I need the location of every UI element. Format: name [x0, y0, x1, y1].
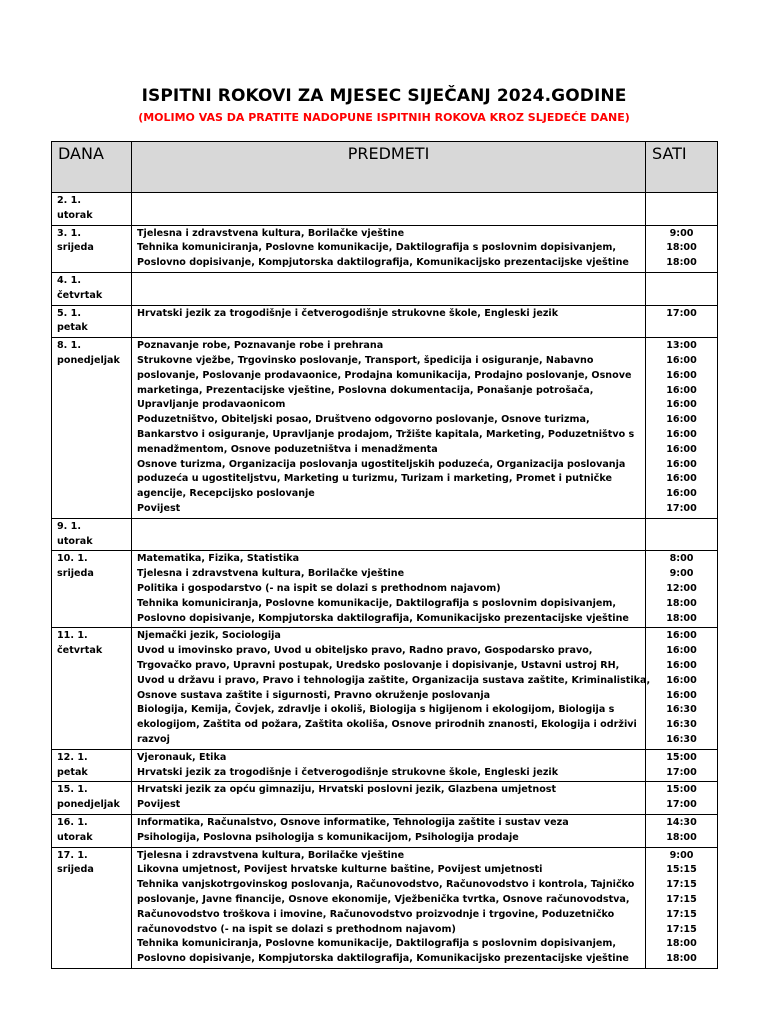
exam-time: 16:00	[666, 674, 697, 686]
table-row	[52, 272, 718, 305]
table-row	[52, 628, 718, 749]
day-cell	[52, 749, 132, 782]
exam-time: 17:15	[666, 923, 697, 935]
subjects-cell	[132, 551, 646, 628]
day-weekday: četvrtak	[57, 645, 103, 657]
day-date: 16. 1.	[57, 816, 88, 828]
day-date: 12. 1.	[57, 751, 88, 763]
subject-line: Njemački jezik, Sociologija	[137, 630, 281, 642]
subject-line: Upravljanje prodavaonicom	[137, 399, 286, 411]
time-cell	[646, 749, 718, 782]
subjects-cell	[132, 338, 646, 519]
day-cell	[52, 272, 132, 305]
subject-line: Tjelesna i zdravstvena kultura, Borilačke vještine	[137, 849, 405, 861]
subjects-cell	[132, 272, 646, 305]
day-weekday: četvrtak	[57, 289, 103, 301]
subjects-cell	[132, 814, 646, 847]
subject-line: Informatika, Računalstvo, Osnove informatike, Tehnologija zaštite i sustav veza	[137, 816, 569, 828]
subjects-cell	[132, 518, 646, 551]
time-cell	[646, 272, 718, 305]
subject-line: Osnove sustava zaštite i sigurnosti, Pravno okruženje poslovanja	[137, 689, 491, 701]
exam-time: 17:00	[666, 766, 697, 778]
exam-time: 18:00	[666, 597, 697, 609]
day-cell	[52, 847, 132, 968]
exam-time: 16:30	[666, 704, 697, 716]
subject-line: Povijest	[137, 799, 181, 811]
subject-line: Osnove turizma, Organizacija poslovanja ugostiteljskih poduzeća, Organizacija poslovanja	[137, 458, 626, 470]
day-weekday: petak	[57, 322, 88, 334]
subject-line: Strukovne vježbe, Trgovinsko poslovanje, Transport, špedicija i osiguranje, Nabavno	[137, 354, 594, 366]
subject-line: Likovna umjetnost, Povijest hrvatske kulturne baštine, Povijest umjetnosti	[137, 864, 543, 876]
day-cell	[52, 305, 132, 338]
exam-time: 17:15	[666, 908, 697, 920]
day-weekday: utorak	[57, 831, 93, 843]
time-cell	[646, 782, 718, 815]
subject-line: računovodstvo (- na ispit se dolazi s prethodnom najavom)	[137, 923, 456, 935]
day-date: 2. 1.	[57, 195, 81, 206]
exam-time: 16:00	[666, 473, 697, 485]
exam-time: 17:00	[666, 502, 697, 514]
exam-time: 16:00	[666, 399, 697, 411]
exam-time: 18:00	[666, 612, 697, 624]
exam-time: 16:00	[666, 630, 697, 642]
day-weekday: petak	[57, 766, 88, 778]
time-cell	[646, 518, 718, 551]
subject-line: Tehnika komuniciranja, Poslovne komunikacije, Daktilografija s poslovnim dopisivanjem,	[137, 597, 617, 609]
day-weekday: utorak	[57, 535, 93, 547]
exam-time: 15:00	[666, 751, 697, 763]
table-header-row	[52, 142, 718, 193]
time-cell	[646, 847, 718, 968]
subjects-cell	[132, 225, 646, 272]
exam-time: 9:00	[669, 227, 694, 239]
subjects-cell	[132, 847, 646, 968]
day-cell	[52, 518, 132, 551]
day-date: 4. 1.	[57, 274, 81, 286]
day-cell	[52, 338, 132, 519]
subject-line: Biologija, Kemija, Čovjek, zdravlje i okoliš, Biologija s higijenom i ekologijom, Biologija s	[137, 704, 615, 716]
time-cell	[646, 225, 718, 272]
subject-line: Uvod u državu i pravo, Pravo i tehnologija zaštite, Organizacija sustava zaštite, Kriminalistika,	[137, 674, 651, 686]
subject-line: poslovanje, Poslovanje prodavaonice, Prodajna komunikacija, Prodajno poslovanje, Osnove	[137, 369, 632, 381]
day-date: 11. 1.	[57, 630, 88, 642]
subject-line: Tjelesna i zdravstvena kultura, Borilačke vještine	[137, 568, 405, 580]
time-cell	[646, 814, 718, 847]
day-weekday: ponedjeljak	[57, 799, 120, 811]
exam-time: 9:00	[669, 568, 694, 580]
day-weekday: srijeda	[57, 864, 94, 876]
time-cell	[646, 338, 718, 519]
subject-line: marketinga, Prezentacijske vještine, Poslovna dokumentacija, Ponašanje potrošača,	[137, 384, 594, 396]
exam-time: 8:00	[669, 553, 694, 565]
table-row	[52, 338, 718, 519]
exam-time: 17:00	[666, 307, 697, 319]
day-cell	[52, 628, 132, 749]
exam-time: 16:00	[666, 384, 697, 396]
subject-line: Tehnika komuniciranja, Poslovne komunikacije, Daktilografija s poslovnim dopisivanjem,	[137, 242, 617, 254]
subject-line: ekologijom, Zaštita od požara, Zaštita okoliša, Osnove prirodnih znanosti, Ekologija i održivi	[137, 719, 637, 731]
table-row	[52, 814, 718, 847]
exam-time: 13:00	[666, 340, 697, 352]
subject-line: Vjeronauk, Etika	[137, 751, 227, 763]
exam-time: 17:00	[666, 799, 697, 811]
exam-time: 18:00	[666, 242, 697, 254]
time-cell	[646, 551, 718, 628]
time-cell	[646, 193, 718, 226]
exam-time: 12:00	[666, 582, 697, 594]
table-row	[52, 749, 718, 782]
subjects-cell	[132, 305, 646, 338]
exam-time: 16:00	[666, 414, 697, 426]
subject-line: Računovodstvo troškova i imovine, Računovodstvo proizvodnje i trgovine, Poduzetničko	[137, 908, 615, 920]
day-weekday: ponedjeljak	[57, 354, 120, 366]
subject-line: Povijest	[137, 502, 181, 514]
exam-time: 16:00	[666, 443, 697, 455]
subject-line: Tehnika vanjskotrgovinskog poslovanja, Računovodstvo, Računovodstvo i kontrola, Tajničko	[137, 879, 635, 891]
day-weekday: srijeda	[57, 242, 94, 254]
table-row	[52, 782, 718, 815]
subjects-cell	[132, 749, 646, 782]
exam-time: 16:00	[666, 645, 697, 657]
time-cell	[646, 628, 718, 749]
day-date: 10. 1.	[57, 553, 88, 565]
exam-time: 16:00	[666, 354, 697, 366]
exam-time: 14:30	[666, 816, 697, 828]
table-row	[52, 305, 718, 338]
subject-line: poslovanje, Javne financije, Osnove ekonomije, Vježbenička tvrtka, Osnove računovodstva,	[137, 893, 630, 905]
day-date: 17. 1.	[57, 849, 88, 861]
day-cell	[52, 814, 132, 847]
exam-time: 16:00	[666, 369, 697, 381]
subject-line: Uvod u imovinsko pravo, Uvod u obiteljsko pravo, Radno pravo, Gospodarsko pravo,	[137, 645, 593, 657]
subject-line: Poslovno dopisivanje, Kompjutorska daktilografija, Komunikacijsko prezentacijske vještine	[137, 257, 629, 269]
table-body	[52, 193, 718, 969]
subject-line: Hrvatski jezik za trogodišnje i četverogodišnje strukovne škole, Engleski jezik	[137, 307, 559, 319]
exam-time: 15:00	[666, 784, 697, 796]
exam-time: 16:00	[666, 458, 697, 470]
exam-time: 18:00	[666, 257, 697, 269]
header-time: SATI	[646, 142, 718, 193]
page-title: ISPITNI ROKOVI ZA MJESEC SIJEČANJ 2024.GODINE	[141, 86, 627, 106]
subject-line: Politika i gospodarstvo (- na ispit se dolazi s prethodnom najavom)	[137, 582, 501, 594]
exam-time: 16:30	[666, 733, 697, 745]
subjects-cell	[132, 628, 651, 749]
subjects-cell	[132, 193, 646, 226]
day-cell	[52, 782, 132, 815]
day-cell	[52, 551, 132, 628]
subject-line: Matematika, Fizika, Statistika	[137, 553, 300, 565]
subject-line: Hrvatski jezik za opću gimnaziju, Hrvatski poslovni jezik, Glazbena umjetnost	[137, 784, 557, 796]
table-row	[52, 225, 718, 272]
exam-time: 16:00	[666, 659, 697, 671]
subject-line: Trgovačko pravo, Upravni postupak, Uredsko poslovanje i dopisivanje, Ustavni ustroj RH,	[137, 659, 620, 671]
exam-time: 16:00	[666, 689, 697, 701]
exam-time: 15:15	[666, 864, 697, 876]
day-date: 8. 1.	[57, 340, 81, 352]
day-date: 5. 1.	[57, 307, 81, 319]
day-date: 9. 1.	[57, 520, 81, 532]
exam-time: 9:00	[669, 849, 694, 861]
subject-line: Poznavanje robe, Poznavanje robe i prehrana	[137, 340, 384, 352]
exam-time: 16:30	[666, 719, 697, 731]
subject-line: Tehnika komuniciranja, Poslovne komunikacije, Daktilografija s poslovnim dopisivanjem,	[137, 938, 617, 950]
subjects-cell	[132, 782, 646, 815]
subject-line: poduzeća u ugostiteljstvu, Marketing u turizmu, Turizam i marketing, Promet i putničke	[137, 473, 612, 485]
time-cell	[646, 305, 718, 338]
page-subtitle: (MOLIMO VAS DA PRATITE NADOPUNE ISPITNIH ROKOVA KROZ SLJEDEĆE DANE)	[138, 111, 630, 124]
subject-line: Hrvatski jezik za trogodišnje i četverogodišnje strukovne škole, Engleski jezik	[137, 766, 559, 778]
subject-line: razvoj	[137, 733, 170, 745]
table-row	[52, 518, 718, 551]
subject-line: Tjelesna i zdravstvena kultura, Borilačke vještine	[137, 227, 405, 239]
day-date: 15. 1.	[57, 784, 88, 796]
subject-line: Poslovno dopisivanje, Kompjutorska daktilografija, Komunikacijsko prezentacijske vještine	[137, 953, 629, 965]
subject-line: Poduzetništvo, Obiteljski posao, Društveno odgovorno poslovanje, Osnove turizma,	[137, 414, 590, 426]
header-subjects: PREDMETI	[132, 142, 646, 193]
day-weekday: srijeda	[57, 568, 94, 580]
exam-time: 16:00	[666, 428, 697, 440]
day-weekday: utorak	[57, 209, 93, 221]
exam-schedule-table	[51, 141, 718, 969]
exam-time: 17:15	[666, 879, 697, 891]
subject-line: menadžmentom, Osnove poduzetništva i menadžmenta	[137, 443, 438, 455]
day-date: 3. 1.	[57, 227, 81, 239]
table-row	[52, 551, 718, 628]
subject-line: agencije, Recepcijsko poslovanje	[137, 488, 315, 500]
table-row	[52, 193, 718, 226]
exam-time: 18:00	[666, 953, 697, 965]
subject-line: Psihologija, Poslovna psihologija s komunikacijom, Psihologija prodaje	[137, 831, 519, 843]
header-day: DANA	[52, 142, 132, 193]
exam-time: 18:00	[666, 938, 697, 950]
day-cell	[52, 193, 132, 226]
exam-time: 17:15	[666, 893, 697, 905]
subject-line: Poslovno dopisivanje, Kompjutorska daktilografija, Komunikacijsko prezentacijske vještine	[137, 612, 629, 624]
exam-time: 18:00	[666, 831, 697, 843]
table-row	[52, 847, 718, 968]
subject-line: Bankarstvo i osiguranje, Upravljanje prodajom, Tržište kapitala, Marketing, Poduzetništvo s	[137, 428, 635, 440]
exam-time: 16:00	[666, 488, 697, 500]
day-cell	[52, 225, 132, 272]
